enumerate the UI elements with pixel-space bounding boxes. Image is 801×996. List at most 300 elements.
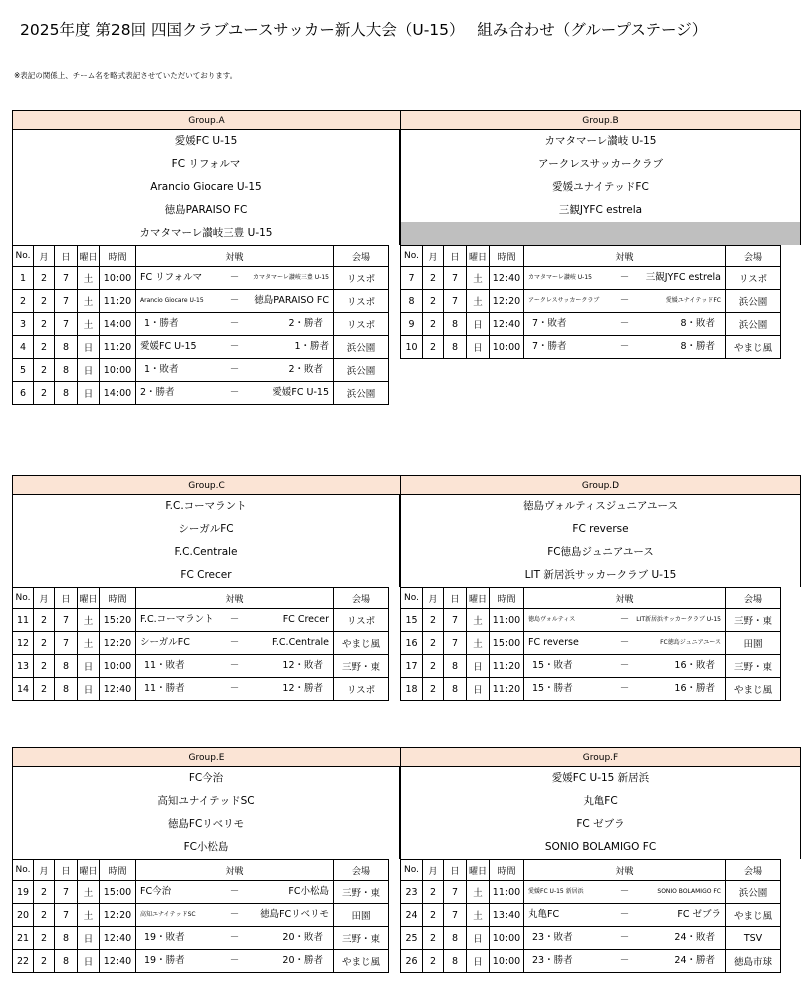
match-weekday: 土 [78,313,100,336]
match-venue: リスポ [334,290,389,313]
versus-dash: － [619,614,630,625]
match-row [13,881,389,904]
match-venue: TSV [726,927,781,950]
match-weekday: 日 [467,678,490,701]
match-weekday: 日 [467,950,490,973]
match-pairing [136,359,334,382]
match-weekday: 日 [467,336,490,359]
match-venue: 徳島市球 [726,950,781,973]
schedule-header-row [401,588,781,609]
match-venue: 三野・東 [334,881,389,904]
away-team: 24・敗者 [674,932,715,943]
match-day: 7 [55,881,78,904]
away-team: 20・敗者 [282,932,323,943]
match-pairing [524,655,726,678]
home-team: 7・勝者 [532,341,567,352]
match-number: 10 [401,336,423,359]
match-venue: リスポ [334,609,389,632]
match-pairing [524,290,726,313]
team-name: FC徳島ジュニアユース [547,546,654,558]
versus-dash: － [229,318,240,329]
home-team: 11・敗者 [144,660,185,671]
match-month: 2 [34,336,55,359]
versus-dash: － [619,932,630,943]
group-name: Group.D [400,475,801,495]
away-team: 2・敗者 [288,364,323,375]
match-venue: やまじ風 [726,904,781,927]
match-weekday: 土 [78,904,100,927]
home-team: FC今治 [140,886,172,897]
match-time: 12:40 [100,950,136,973]
schedule-header-row [13,588,389,609]
column-header: 日 [55,246,78,267]
match-time: 15:00 [490,632,524,655]
match-weekday: 日 [467,313,490,336]
team-name: FC小松島 [183,841,229,853]
home-team: 15・勝者 [532,683,573,694]
match-month: 2 [34,678,55,701]
match-month: 2 [34,881,55,904]
match-time: 12:20 [490,290,524,313]
match-row [13,359,389,382]
match-weekday: 日 [78,927,100,950]
match-day: 8 [444,313,467,336]
away-team: 徳島FCリベリモ [260,909,329,920]
match-weekday: 土 [467,609,490,632]
versus-dash: － [619,683,630,694]
versus-dash: － [229,683,240,694]
away-team: 2・勝者 [288,318,323,329]
versus-dash: － [619,909,630,920]
match-row [13,267,389,290]
match-weekday: 日 [78,382,100,405]
match-row [13,927,389,950]
versus-dash: － [229,341,240,352]
match-time: 12:40 [100,678,136,701]
match-weekday: 土 [78,609,100,632]
team-name: FC リフォルマ [171,158,241,170]
match-month: 2 [34,290,55,313]
match-venue: 三野・東 [334,655,389,678]
team-name: 徳島PARAISO FC [164,204,248,216]
versus-dash: － [619,272,630,283]
match-pairing [136,655,334,678]
away-team: 1・勝者 [294,341,329,352]
match-pairing [136,927,334,950]
column-header: 日 [444,860,467,881]
match-day: 7 [55,290,78,313]
schedule-table [400,859,781,973]
team-list [400,495,801,587]
away-team: 愛媛ユナイテッドFC [665,297,721,304]
away-team: 16・勝者 [674,683,715,694]
column-header: 月 [34,246,55,267]
match-number: 25 [401,927,423,950]
match-month: 2 [423,950,444,973]
match-venue: 浜公園 [334,336,389,359]
away-team: 徳島PARAISO FC [254,295,329,306]
match-venue: やまじ風 [726,678,781,701]
schedule-table [12,859,389,973]
match-number: 9 [401,313,423,336]
versus-dash: － [619,318,630,329]
match-number: 12 [13,632,34,655]
match-time: 10:00 [100,359,136,382]
match-weekday: 日 [467,655,490,678]
match-row [401,632,781,655]
column-header: 月 [423,246,444,267]
match-month: 2 [423,904,444,927]
match-weekday: 土 [467,632,490,655]
away-team: F.C.Centrale [271,637,329,648]
column-header: 対戦 [524,588,726,609]
team-name: 徳島FCリベリモ [167,818,245,830]
column-header: 時間 [490,588,524,609]
team-name: FC ゼブラ [576,818,625,830]
match-row [401,609,781,632]
away-team: 20・勝者 [282,955,323,966]
home-team: 19・敗者 [144,932,185,943]
home-team: Arancio Giocare U-15 [140,297,204,304]
abbreviation-note: ※表記の関係上、チーム名を略式表記させていただいております。 [14,71,238,80]
match-month: 2 [34,927,55,950]
match-pairing [136,678,334,701]
match-time: 10:00 [100,655,136,678]
column-header: 曜日 [467,860,490,881]
match-month: 2 [34,609,55,632]
home-team: 23・勝者 [532,955,573,966]
group-name: Group.F [400,747,801,767]
match-day: 8 [55,655,78,678]
match-weekday: 日 [78,336,100,359]
match-day: 7 [444,290,467,313]
match-day: 8 [55,950,78,973]
match-month: 2 [34,632,55,655]
match-row [13,678,389,701]
away-team: 16・敗者 [674,660,715,671]
home-team: 丸亀FC [528,909,560,920]
match-number: 24 [401,904,423,927]
versus-dash: － [229,614,240,625]
match-month: 2 [423,881,444,904]
versus-dash: － [619,295,630,306]
match-number: 20 [13,904,34,927]
away-team: FC Crecer [282,614,329,625]
match-number: 3 [13,313,34,336]
match-venue: やまじ風 [334,950,389,973]
away-team: 三観JYFC estrela [645,272,721,283]
match-month: 2 [34,313,55,336]
versus-dash: － [229,660,240,671]
away-team: 愛媛FC U-15 [272,387,329,398]
match-time: 10:00 [100,267,136,290]
match-pairing [524,336,726,359]
column-header: 日 [444,246,467,267]
home-team: 2・勝者 [140,387,175,398]
versus-dash: － [619,955,630,966]
match-time: 10:00 [490,336,524,359]
match-row [401,927,781,950]
match-weekday: 土 [467,290,490,313]
home-team: 19・勝者 [144,955,185,966]
home-team: 愛媛FC U-15 [140,341,197,352]
match-number: 26 [401,950,423,973]
team-name: 愛媛ユナイテッドFC [552,181,649,193]
team-list [400,767,801,859]
column-header: 日 [55,588,78,609]
column-header: 月 [423,588,444,609]
match-month: 2 [423,267,444,290]
versus-dash: － [229,955,240,966]
match-row [401,678,781,701]
match-day: 8 [55,359,78,382]
column-header: 日 [55,860,78,881]
away-team: 8・勝者 [680,341,715,352]
group-name: Group.B [400,110,801,130]
column-header: 曜日 [467,246,490,267]
team-name: 愛媛FC U-15 [174,135,238,147]
match-pairing [136,881,334,904]
column-header: 曜日 [78,246,100,267]
match-time: 10:00 [490,950,524,973]
match-number: 4 [13,336,34,359]
match-day: 7 [55,904,78,927]
match-pairing [136,382,334,405]
match-weekday: 土 [467,881,490,904]
page-title: 2025年度 第28回 四国クラブユースサッカー新人大会（U-15） 組み合わせ（グループステージ） [20,21,708,39]
empty-team-slot [401,222,800,245]
home-team: FC reverse [528,637,579,648]
match-time: 13:40 [490,904,524,927]
group-block [12,475,400,701]
match-row [13,290,389,313]
match-number: 1 [13,267,34,290]
match-month: 2 [423,336,444,359]
match-pairing [524,632,726,655]
versus-dash: － [619,341,630,352]
match-day: 7 [444,609,467,632]
home-team: 23・敗者 [532,932,573,943]
match-day: 8 [444,678,467,701]
match-month: 2 [423,290,444,313]
match-row [13,382,389,405]
column-header: No. [13,588,34,609]
column-header: 時間 [100,860,136,881]
match-weekday: 日 [78,655,100,678]
column-header: 対戦 [524,246,726,267]
match-day: 7 [444,632,467,655]
match-day: 8 [444,655,467,678]
group-block [400,747,801,973]
match-number: 15 [401,609,423,632]
match-venue: リスポ [726,267,781,290]
home-team: 高知ユナイテッドSC [140,911,196,918]
schedule-header-row [13,860,389,881]
column-header: 曜日 [78,588,100,609]
column-header: 月 [423,860,444,881]
match-number: 23 [401,881,423,904]
schedule-table [400,587,781,701]
match-pairing [136,267,334,290]
versus-dash: － [619,637,630,648]
column-header: 対戦 [524,860,726,881]
match-day: 8 [55,336,78,359]
column-header: 時間 [490,860,524,881]
match-pairing [136,609,334,632]
match-number: 14 [13,678,34,701]
versus-dash: － [229,387,240,398]
match-pairing [524,609,726,632]
match-time: 11:00 [490,881,524,904]
schedule-header-row [13,246,389,267]
match-pairing [524,313,726,336]
match-row [401,655,781,678]
match-number: 22 [13,950,34,973]
match-pairing [136,336,334,359]
match-pairing [524,267,726,290]
match-number: 18 [401,678,423,701]
match-day: 7 [444,881,467,904]
match-time: 14:00 [100,382,136,405]
match-weekday: 日 [467,927,490,950]
team-name: アークレスサッカークラブ [538,158,663,170]
group-block [12,110,400,405]
team-name: FC reverse [572,523,629,535]
match-number: 19 [13,881,34,904]
away-team: FC小松島 [288,886,329,897]
team-name: F.C.コーマラント [165,500,247,512]
match-time: 11:20 [100,290,136,313]
match-venue: 浜公園 [334,382,389,405]
match-time: 12:40 [490,267,524,290]
home-team: 15・敗者 [532,660,573,671]
match-venue: 浜公園 [334,359,389,382]
match-time: 10:00 [490,927,524,950]
team-name: 丸亀FC [583,795,618,807]
column-header: No. [13,860,34,881]
match-day: 8 [444,927,467,950]
match-pairing [136,632,334,655]
match-venue: 浜公園 [726,313,781,336]
column-header: 月 [34,860,55,881]
column-header: No. [13,246,34,267]
match-time: 11:20 [490,655,524,678]
away-team: LIT新居浜サッカークラブ U-15 [636,616,721,623]
match-number: 5 [13,359,34,382]
team-name: F.C.Centrale [174,546,238,558]
match-month: 2 [34,359,55,382]
away-team: FC徳島ジュニアユース [660,639,721,646]
match-row [13,336,389,359]
match-pairing [136,950,334,973]
match-row [401,950,781,973]
match-day: 8 [55,678,78,701]
match-venue: リスポ [334,267,389,290]
match-time: 12:20 [100,904,136,927]
column-header: 時間 [100,246,136,267]
home-team: シーガルFC [140,637,190,648]
versus-dash: － [229,637,240,648]
match-day: 7 [444,904,467,927]
match-month: 2 [34,267,55,290]
column-header: 日 [444,588,467,609]
team-name: FC今治 [188,772,224,784]
match-row [401,267,781,290]
match-time: 11:00 [490,609,524,632]
match-day: 8 [55,927,78,950]
match-row [401,881,781,904]
match-pairing [524,881,726,904]
match-time: 14:00 [100,313,136,336]
home-team: 徳島ヴォルティス [528,616,576,623]
match-row [13,655,389,678]
match-day: 8 [444,336,467,359]
match-weekday: 土 [78,290,100,313]
match-day: 7 [55,609,78,632]
team-name: シーガルFC [178,523,234,535]
column-header: 会場 [726,860,781,881]
team-name: LIT 新居浜サッカークラブ U-15 [524,569,677,581]
team-list [400,130,801,245]
column-header: 会場 [334,860,389,881]
match-number: 7 [401,267,423,290]
group-block [400,110,801,359]
match-pairing [136,313,334,336]
column-header: 対戦 [136,246,334,267]
schedule-header-row [401,246,781,267]
home-team: F.C.コーマラント [140,614,214,625]
match-venue: リスポ [334,678,389,701]
column-header: 時間 [100,588,136,609]
schedule-table [400,245,781,359]
match-pairing [136,904,334,927]
versus-dash: － [229,364,240,375]
match-day: 7 [444,267,467,290]
versus-dash: － [229,932,240,943]
group-name: Group.A [12,110,400,130]
match-day: 8 [444,950,467,973]
match-weekday: 土 [78,881,100,904]
match-pairing [136,290,334,313]
away-team: 8・敗者 [680,318,715,329]
match-venue: 三野・東 [334,927,389,950]
team-name: カマタマーレ讃岐 U-15 [544,135,657,147]
team-name: カマタマーレ讃岐三豊 U-15 [139,227,273,239]
match-number: 17 [401,655,423,678]
match-number: 8 [401,290,423,313]
versus-dash: － [229,272,240,283]
match-day: 8 [55,382,78,405]
match-month: 2 [423,655,444,678]
column-header: 曜日 [78,860,100,881]
versus-dash: － [229,295,240,306]
match-month: 2 [423,632,444,655]
match-weekday: 日 [78,950,100,973]
match-number: 6 [13,382,34,405]
match-pairing [524,927,726,950]
team-name: FC Crecer [180,569,232,581]
match-month: 2 [34,382,55,405]
match-row [401,290,781,313]
column-header: 会場 [726,588,781,609]
match-venue: 浜公園 [726,290,781,313]
group-name: Group.E [12,747,400,767]
match-time: 15:00 [100,881,136,904]
group-block [12,747,400,973]
versus-dash: － [619,886,630,897]
match-weekday: 土 [467,904,490,927]
match-month: 2 [423,609,444,632]
